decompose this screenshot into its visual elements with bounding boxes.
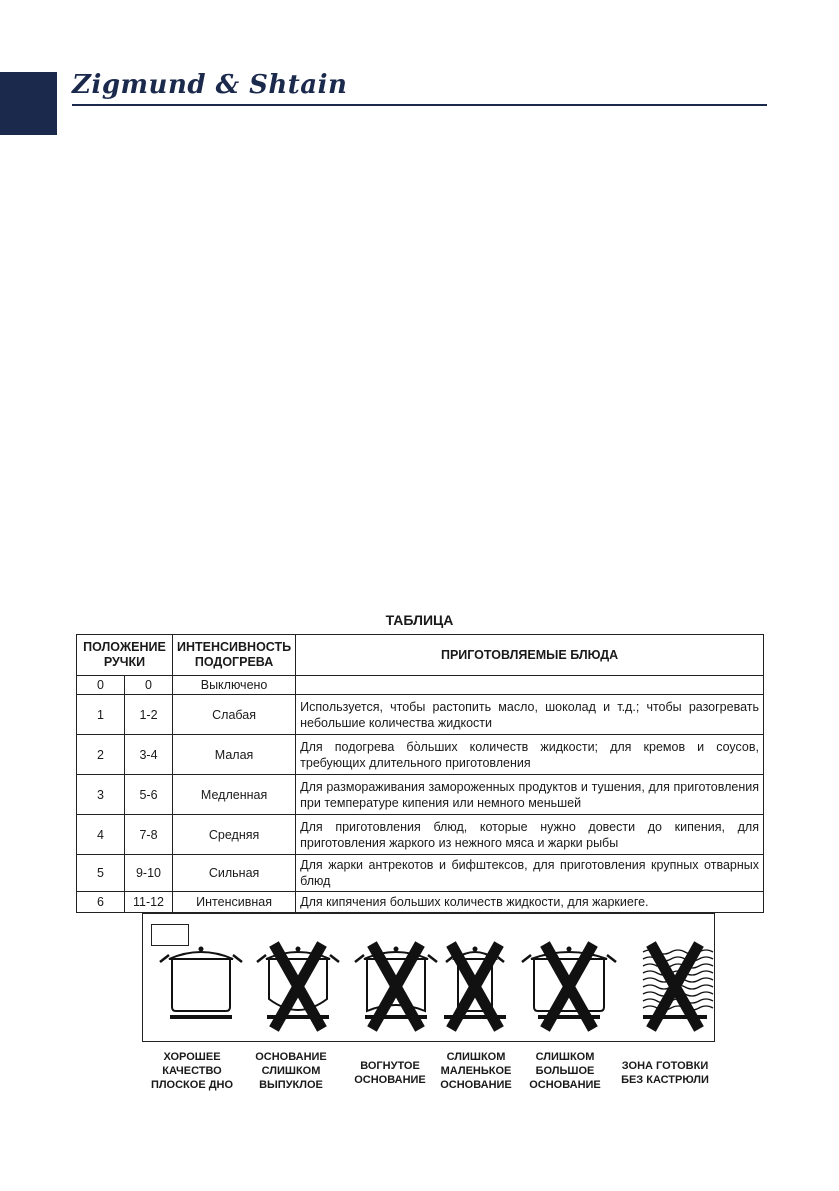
heating-table bbox=[76, 634, 764, 913]
cell-dishes: Для размораживания замороженных продуктов и тушения, для приготовления при температуре кипения или немного меньшей bbox=[296, 775, 764, 815]
caption-1: ХОРОШЕЕ КАЧЕСТВО ПЛОСКОЕ ДНО bbox=[150, 1051, 234, 1091]
cell-intensity: Медленная bbox=[173, 775, 296, 815]
cell-position: 3 bbox=[77, 775, 125, 815]
cell-dishes: Для жарки антрекотов и бифштексов, для приготовления крупных отварных блюд bbox=[296, 855, 764, 892]
cell-dishes: Для подогрева бо̀льших количеств жидкости; для кремов и соусов, требующих длительного приготовления bbox=[296, 735, 764, 775]
cell-intensity: Сильная bbox=[173, 855, 296, 892]
cell-level: 9-10 bbox=[125, 855, 173, 892]
cell-level: 7-8 bbox=[125, 815, 173, 855]
header-dishes: ПРИГОТОВЛЯЕМЫЕ БЛЮДА bbox=[296, 635, 764, 676]
caption-5: СЛИШКОМ БОЛЬШОЕ ОСНОВАНИЕ bbox=[529, 1051, 601, 1091]
header-intensity: ИНТЕНСИВНОСТЬ ПОДОГРЕВА bbox=[173, 635, 296, 676]
table-row bbox=[77, 775, 764, 815]
table-header-row bbox=[77, 635, 764, 676]
caption-2: ОСНОВАНИЕ СЛИШКОМ ВЫПУКЛОЕ bbox=[255, 1051, 327, 1091]
table-row bbox=[77, 892, 764, 913]
pan-drawings bbox=[143, 914, 714, 1041]
cell-dishes bbox=[296, 676, 764, 695]
cell-level: 3-4 bbox=[125, 735, 173, 775]
cell-intensity: Малая bbox=[173, 735, 296, 775]
hob-zone-1 bbox=[170, 1015, 232, 1019]
table-row bbox=[77, 815, 764, 855]
cell-level: 11-12 bbox=[125, 892, 173, 913]
corner-tab bbox=[0, 72, 57, 135]
cell-dishes: Используется, чтобы растопить масло, шоколад и т.д.; чтобы разогревать небольшие количества жидкости bbox=[296, 695, 764, 735]
cell-position: 2 bbox=[77, 735, 125, 775]
table-title: ТАБЛИЦА bbox=[385, 612, 454, 628]
table-row bbox=[77, 735, 764, 775]
cell-level: 1-2 bbox=[125, 695, 173, 735]
table-row bbox=[77, 676, 764, 695]
caption-3: ВОГНУТОЕ ОСНОВАНИЕ bbox=[354, 1060, 426, 1086]
cell-level: 0 bbox=[125, 676, 173, 695]
cell-intensity: Интенсивная bbox=[173, 892, 296, 913]
cell-position: 4 bbox=[77, 815, 125, 855]
cell-intensity: Выключено bbox=[173, 676, 296, 695]
cell-position: 1 bbox=[77, 695, 125, 735]
table-row bbox=[77, 855, 764, 892]
brand-logo: Zigmund & Shtain bbox=[72, 70, 348, 100]
caption-6: ЗОНА ГОТОВКИ БЕЗ КАСТРЮЛИ bbox=[621, 1060, 709, 1086]
cell-intensity: Слабая bbox=[173, 695, 296, 735]
cell-level: 5-6 bbox=[125, 775, 173, 815]
cell-position: 5 bbox=[77, 855, 125, 892]
header-position: ПОЛОЖЕНИЕ РУЧКИ bbox=[77, 635, 173, 676]
cell-intensity: Средняя bbox=[173, 815, 296, 855]
table-row bbox=[77, 695, 764, 735]
cell-dishes: Для кипячения больших количеств жидкости, для жаркиеге. bbox=[296, 892, 764, 913]
cookware-illustration bbox=[142, 913, 715, 1042]
caption-row bbox=[0, 1050, 839, 1110]
pot-good-icon bbox=[160, 947, 242, 1012]
caption-4: СЛИШКОМ МАЛЕНЬКОЕ ОСНОВАНИЕ bbox=[440, 1051, 512, 1091]
cell-position: 6 bbox=[77, 892, 125, 913]
cell-position: 0 bbox=[77, 676, 125, 695]
header-divider bbox=[72, 104, 767, 106]
cell-dishes: Для приготовления блюд, которые нужно довести до кипения, для приготовления жаркого из нежного мяса и жарки рыбы bbox=[296, 815, 764, 855]
